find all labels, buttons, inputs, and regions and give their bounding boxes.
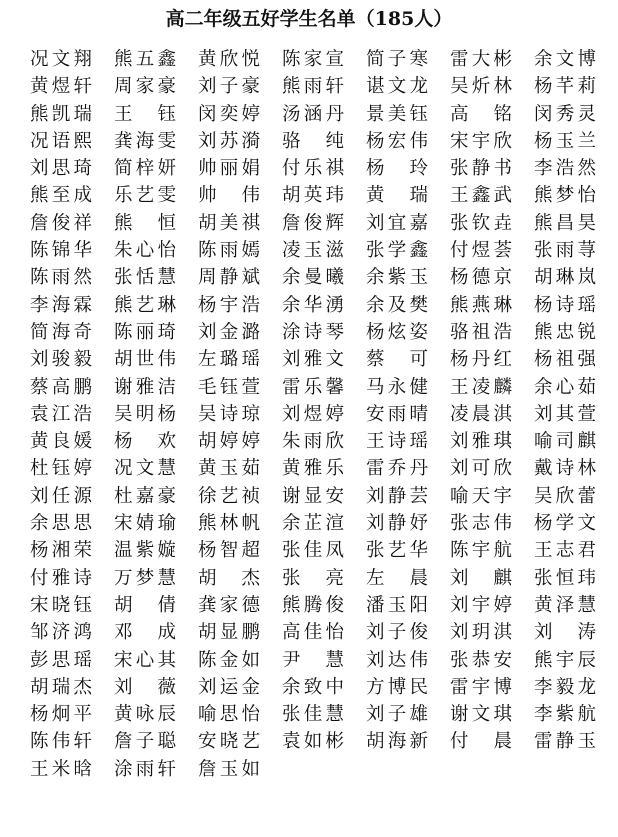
student-name: 熊宇辰 [534,649,596,671]
student-name: 黄咏辰 [114,704,176,726]
student-name: 余紫玉 [366,267,428,289]
student-name: 邓成 [114,622,176,644]
student-name: 胡琳岚 [534,267,596,289]
student-name: 黄瑞 [366,185,428,207]
student-name: 刘薇 [114,676,176,698]
student-name: 龚海雯 [114,130,176,152]
student-name: 黄玉茹 [198,458,260,480]
student-name: 詹子聪 [114,731,176,753]
student-name: 周静斌 [198,267,260,289]
student-name: 黄煜轩 [30,76,92,98]
student-name: 杨德京 [450,267,512,289]
student-name: 雷乔丹 [366,458,428,480]
student-name: 余芷渲 [282,513,344,535]
student-name: 雷静玉 [534,731,596,753]
student-name: 张亮 [282,567,344,589]
student-name: 周家豪 [114,76,176,98]
student-name: 付雅诗 [30,567,92,589]
student-name: 付煜荟 [450,240,512,262]
student-name: 刘骏毅 [30,349,92,371]
student-name: 王诗瑶 [366,431,428,453]
student-name: 刘任源 [30,485,92,507]
student-name: 张佳凤 [282,540,344,562]
student-name: 谌文龙 [366,76,428,98]
student-name: 熊艺琳 [114,294,176,316]
student-name: 左璐瑶 [198,349,260,371]
student-name: 黄良媛 [30,431,92,453]
student-name: 安雨晴 [366,403,428,425]
student-name: 袁江浩 [30,403,92,425]
student-name: 徐艺祯 [198,485,260,507]
student-name: 张艺华 [366,540,428,562]
student-name: 胡瑞杰 [30,676,92,698]
student-name: 蔡高鹏 [30,376,92,398]
student-name: 谢显安 [282,485,344,507]
student-name: 闵秀灵 [534,103,596,125]
student-name: 熊五鑫 [114,49,176,70]
student-name: 余文博 [534,49,596,70]
student-name: 杨祖强 [534,349,596,371]
student-name: 刘雅文 [282,349,344,371]
student-name: 戴诗林 [534,458,596,480]
student-name: 方博民 [366,676,428,698]
student-name: 凌晨淇 [450,403,512,425]
student-name: 刘子俊 [366,622,428,644]
student-name: 张静书 [450,158,512,180]
student-name: 潘玉阳 [366,594,428,616]
student-name: 杨诗瑶 [534,294,596,316]
student-name: 雷宇博 [450,676,512,698]
student-name: 詹玉如 [198,758,260,780]
student-name: 杨智超 [198,540,260,562]
student-name: 陈丽琦 [114,321,176,343]
student-name: 胡显鹏 [198,622,260,644]
student-name: 万梦慧 [114,567,176,589]
student-name: 陈雨嫣 [198,240,260,262]
student-name: 凌玉滋 [282,240,344,262]
student-name: 况文慧 [114,458,176,480]
student-name: 吴炘林 [450,76,512,98]
student-name: 刘其萱 [534,403,596,425]
student-name: 温紫嫙 [114,540,176,562]
student-name: 熊梦怡 [534,185,596,207]
student-name: 杨湘荣 [30,540,92,562]
student-name: 简梓妍 [114,158,176,180]
student-name: 宋心其 [114,649,176,671]
student-name: 刘子豪 [198,76,260,98]
student-name: 帅伟 [198,185,260,207]
student-name: 喻司麒 [534,431,596,453]
student-name: 马永健 [366,376,428,398]
student-name: 王志君 [534,540,596,562]
student-name: 胡美祺 [198,212,260,234]
student-name: 骆纯 [282,130,344,152]
student-name: 熊凯瑞 [30,103,92,125]
student-name: 胡世伟 [114,349,176,371]
student-name: 刘运金 [198,676,260,698]
student-name: 简海奇 [30,321,92,343]
student-name: 陈锦华 [30,240,92,262]
student-name: 朱心怡 [114,240,176,262]
student-name: 陈宇航 [450,540,512,562]
student-name: 刘思琦 [30,158,92,180]
student-name: 蔡可 [366,349,428,371]
student-name: 张佳慧 [282,704,344,726]
student-name: 余心茹 [534,376,596,398]
student-name: 余华湧 [282,294,344,316]
student-name: 胡英玮 [282,185,344,207]
student-name: 帅丽娟 [198,158,260,180]
student-name: 熊林帆 [198,513,260,535]
student-name: 付乐祺 [282,158,344,180]
student-name: 刘煜婷 [282,403,344,425]
student-name: 熊雨轩 [282,76,344,98]
student-name: 彭思瑶 [30,649,92,671]
student-name: 余曼曦 [282,267,344,289]
student-name: 左晨 [366,567,428,589]
student-name: 熊昌昊 [534,212,596,234]
student-name: 陈伟轩 [30,731,92,753]
student-name: 杨宇浩 [198,294,260,316]
student-name: 王凌麟 [450,376,512,398]
student-name: 杨学文 [534,513,596,535]
student-name: 王钰 [114,103,176,125]
student-name: 熊燕琳 [450,294,512,316]
student-name: 杨芊莉 [534,76,596,98]
name-list [30,46,610,783]
student-name: 况文翔 [30,49,92,70]
student-name: 喻天宇 [450,485,512,507]
student-name: 涂诗琴 [282,321,344,343]
student-name: 李浩然 [534,158,596,180]
student-name: 张恭安 [450,649,512,671]
student-name: 张雨荨 [534,240,596,262]
student-name: 杨丹红 [450,349,512,371]
student-name: 李海霖 [30,294,92,316]
student-name: 李紫航 [534,704,596,726]
student-name: 尹慧 [282,649,344,671]
student-name: 胡杰 [198,567,260,589]
student-name: 陈金如 [198,649,260,671]
student-name: 杜钰婷 [30,458,92,480]
student-name: 龚家德 [198,594,260,616]
student-name: 陈雨然 [30,267,92,289]
student-name: 杨玉兰 [534,130,596,152]
student-name: 黄泽慧 [534,594,596,616]
student-name: 黄雅乐 [282,458,344,480]
student-name: 吴明杨 [114,403,176,425]
student-name: 刘雅琪 [450,431,512,453]
student-name: 熊忠锐 [534,321,596,343]
student-name: 李毅龙 [534,676,596,698]
student-name: 雷大彬 [450,49,512,70]
student-name: 况语熙 [30,130,92,152]
student-name: 熊恒 [114,212,176,234]
student-name: 付晨 [450,731,512,753]
student-name: 余致中 [282,676,344,698]
student-name: 喻思怡 [198,704,260,726]
student-name: 杨玲 [366,158,428,180]
student-name: 汤涵丹 [282,103,344,125]
student-name: 高铭 [450,103,512,125]
student-name: 杜嘉豪 [114,485,176,507]
student-name: 安晓艺 [198,731,260,753]
student-name: 吴诗琼 [198,403,260,425]
student-name: 王鑫武 [450,185,512,207]
student-name: 余思思 [30,513,92,535]
student-name: 宋婧瑜 [114,513,176,535]
student-name: 杨炯平 [30,704,92,726]
student-name: 刘达伟 [366,649,428,671]
student-name: 杨宏伟 [366,130,428,152]
student-name: 詹俊辉 [282,212,344,234]
student-name: 刘静芸 [366,485,428,507]
student-name: 刘涛 [534,622,596,644]
student-name: 谢雅洁 [114,376,176,398]
student-name: 吴欣蕾 [534,485,596,507]
student-name: 袁如彬 [282,731,344,753]
student-name: 张志伟 [450,513,512,535]
student-name: 刘子雄 [366,704,428,726]
student-name: 张钦垚 [450,212,512,234]
student-name: 张恒玮 [534,567,596,589]
page-title: 高二年级五好学生名单（185人） [165,8,453,30]
student-name: 杨欢 [114,431,176,453]
student-name: 谢文琪 [450,704,512,726]
student-name: 简子寒 [366,49,428,70]
student-name: 宋晓钰 [30,594,92,616]
student-name: 张学鑫 [366,240,428,262]
student-name: 余及樊 [366,294,428,316]
student-name: 涂雨轩 [114,758,176,780]
student-name: 王米晗 [30,758,92,780]
student-name: 杨炫姿 [366,321,428,343]
student-name: 骆祖浩 [450,321,512,343]
student-name: 张恬慧 [114,267,176,289]
student-name: 胡海新 [366,731,428,753]
student-name: 胡倩 [114,594,176,616]
student-name: 刘麒 [450,567,512,589]
student-name: 刘宜嘉 [366,212,428,234]
student-name: 黄欣悦 [198,49,260,70]
student-name: 詹俊祥 [30,212,92,234]
student-name: 刘宇婷 [450,594,512,616]
student-name: 邹济鸿 [30,622,92,644]
student-name: 陈家宣 [282,49,344,70]
student-name: 宋宇欣 [450,130,512,152]
student-name: 熊至成 [30,185,92,207]
student-name: 胡婷婷 [198,431,260,453]
student-name: 刘可欣 [450,458,512,480]
student-name: 朱雨欣 [282,431,344,453]
student-name: 景美钰 [366,103,428,125]
student-name: 雷乐馨 [282,376,344,398]
student-name: 乐艺雯 [114,185,176,207]
student-name: 毛钰萱 [198,376,260,398]
student-name: 刘静妤 [366,513,428,535]
student-name: 刘玥淇 [450,622,512,644]
student-name: 熊腾俊 [282,594,344,616]
student-name: 高佳怡 [282,622,344,644]
student-name: 刘金潞 [198,321,260,343]
student-name: 刘苏漪 [198,130,260,152]
student-name: 闵奕婷 [198,103,260,125]
